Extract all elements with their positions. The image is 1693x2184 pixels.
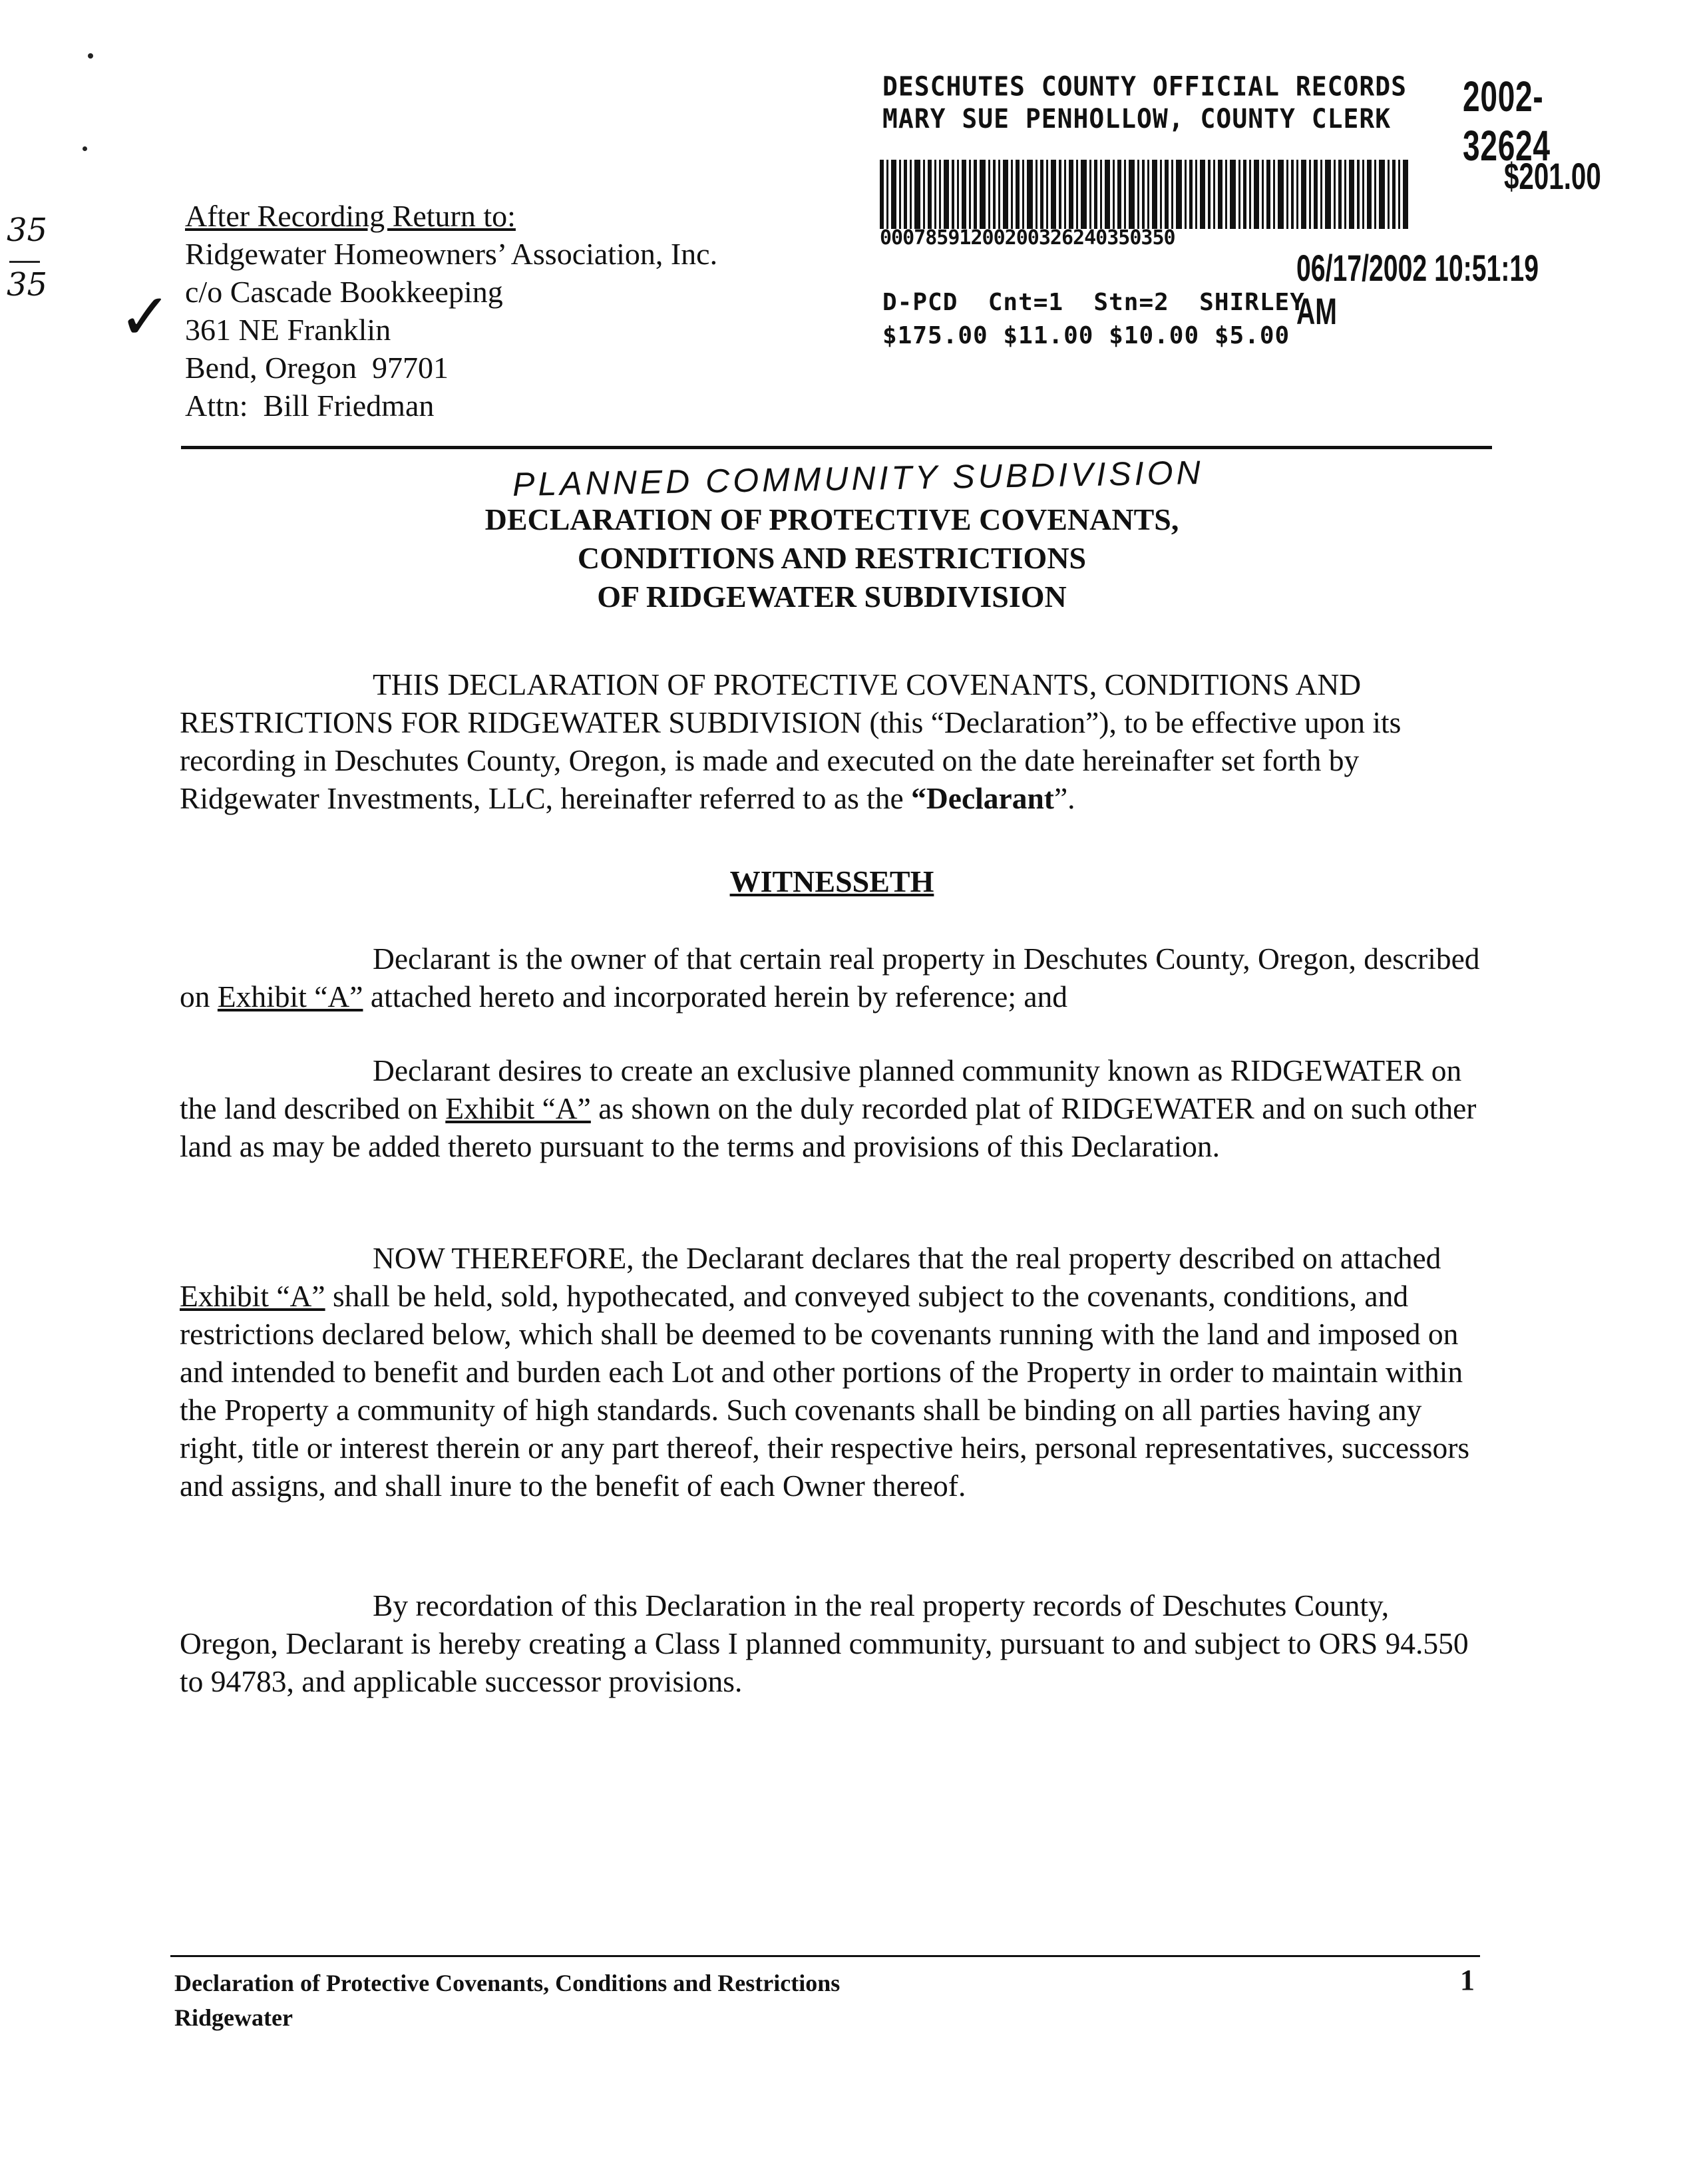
paragraph-now-therefore bbox=[180, 1239, 1484, 1505]
return-line-street: 361 NE Franklin bbox=[185, 313, 391, 347]
page-number: 1 bbox=[1460, 1964, 1475, 1996]
return-address-block bbox=[185, 197, 717, 425]
exhibit-a-reference: Exhibit “A” bbox=[180, 1279, 325, 1313]
header-divider bbox=[181, 446, 1492, 449]
exhibit-a-reference: Exhibit “A” bbox=[445, 1091, 591, 1125]
paragraph-recordation bbox=[180, 1586, 1484, 1700]
barcode-digits: 00078591200200326240350350 bbox=[880, 226, 1175, 250]
return-line-association: Ridgewater Homeowners’ Association, Inc. bbox=[185, 237, 718, 271]
return-heading: After Recording Return to: bbox=[185, 199, 516, 233]
stamp-fee-total: $201.00 bbox=[1504, 155, 1601, 197]
exhibit-a-reference: Exhibit “A” bbox=[217, 980, 363, 1013]
para3-text-a: NOW THEREFORE, the Declarant declares that the real property described on attached bbox=[373, 1241, 1441, 1275]
footer-title: Declaration of Protective Covenants, Conditions and Restrictions bbox=[174, 1970, 841, 1996]
barcode-icon bbox=[880, 160, 1412, 229]
margin-note-35-bottom: 35 bbox=[7, 266, 48, 303]
return-line-city: Bend, Oregon 97701 bbox=[185, 351, 449, 385]
paragraph-owner bbox=[180, 940, 1484, 1015]
intro-paragraph bbox=[180, 665, 1484, 817]
return-line-attn: Attn: Bill Friedman bbox=[185, 389, 435, 423]
footer-subtitle: Ridgewater bbox=[174, 2004, 293, 2031]
margin-note-dash bbox=[9, 261, 40, 263]
para1-text-a: Declarant is the owner of that certain real property in Deschutes County, Oregon, described on bbox=[180, 942, 1480, 1013]
scan-speck bbox=[88, 53, 93, 59]
stamp-record-number: 2002-32624 bbox=[1463, 73, 1551, 170]
para1-text-b: attached hereto and incorporated herein by reference; and bbox=[363, 980, 1068, 1013]
intro-declarant: “Declarant bbox=[911, 781, 1054, 815]
document-title bbox=[166, 500, 1497, 616]
recording-stamp-header bbox=[882, 71, 1407, 135]
title-line-3: OF RIDGEWATER SUBDIVISION bbox=[597, 580, 1067, 614]
title-line-1: DECLARATION OF PROTECTIVE COVENANTS, bbox=[484, 502, 1179, 536]
stamp-codes: D-PCD Cnt=1 Stn=2 SHIRLEY bbox=[882, 289, 1305, 316]
para2-text-a: Declarant desires to create an exclusive planned community known as RIDGEWATER on the land described on bbox=[180, 1053, 1462, 1125]
paragraph-community bbox=[180, 1051, 1484, 1165]
witnesseth-heading: WITNESSETH bbox=[729, 864, 934, 898]
stamp-county-records: DESCHUTES COUNTY OFFICIAL RECORDS bbox=[882, 71, 1407, 102]
para4-text: By recordation of this Declaration in the real property records of Deschutes County, Oregon, Declarant is hereby creating a Class I planned community, pursuant to and subject to ORS 94.550 to 94783, and applicable successor provisions. bbox=[180, 1588, 1469, 1698]
para3-text-b: shall be held, sold, hypothecated, and conveyed subject to the covenants, conditions, and restrictions declared below, which shall be deemed to be covenants running with the land and imposed on and intended to benefit and burden each Lot and other portions of the Property in order to maintain within the Property a community of high standards. Such covenants shall be binding on all parties having any right, title or interest therein or any part thereof, their respective heirs, personal representatives, successors and assigns, and shall inure to the benefit of each Owner thereof. bbox=[180, 1279, 1470, 1503]
stamp-datetime: 06/17/2002 10:51:19 AM bbox=[1296, 247, 1539, 332]
intro-end: ”. bbox=[1053, 781, 1075, 815]
margin-note-35-top: 35 bbox=[7, 212, 48, 249]
stamp-fees: $175.00 $11.00 $10.00 $5.00 bbox=[882, 322, 1290, 349]
intro-text: THIS DECLARATION OF PROTECTIVE COVENANTS, CONDITIONS AND RESTRICTIONS FOR RIDGEWATER SUBDIVISION (this “Declaration”), to be effective upon its recording in Deschutes County, Oregon, is made and executed on the date hereinafter set forth by Ridgewater Investments, LLC, hereinafter referred to as the bbox=[180, 667, 1402, 815]
return-line-co: c/o Cascade Bookkeeping bbox=[185, 275, 503, 309]
title-line-2: CONDITIONS AND RESTRICTIONS bbox=[577, 541, 1087, 575]
page-footer bbox=[174, 1966, 840, 2035]
handwritten-title: PLANNED COMMUNITY SUBDIVISION bbox=[512, 453, 1205, 504]
stamp-county-clerk: MARY SUE PENHOLLOW, COUNTY CLERK bbox=[882, 103, 1392, 134]
para2-text-b: as shown on the duly recorded plat of RIDGEWATER and on such other land as may be added thereto pursuant to the terms and provisions of this Declaration. bbox=[180, 1091, 1477, 1163]
check-mark-icon: ✓ bbox=[118, 279, 172, 354]
footer-divider bbox=[170, 1955, 1480, 1957]
scan-speck bbox=[83, 146, 87, 151]
